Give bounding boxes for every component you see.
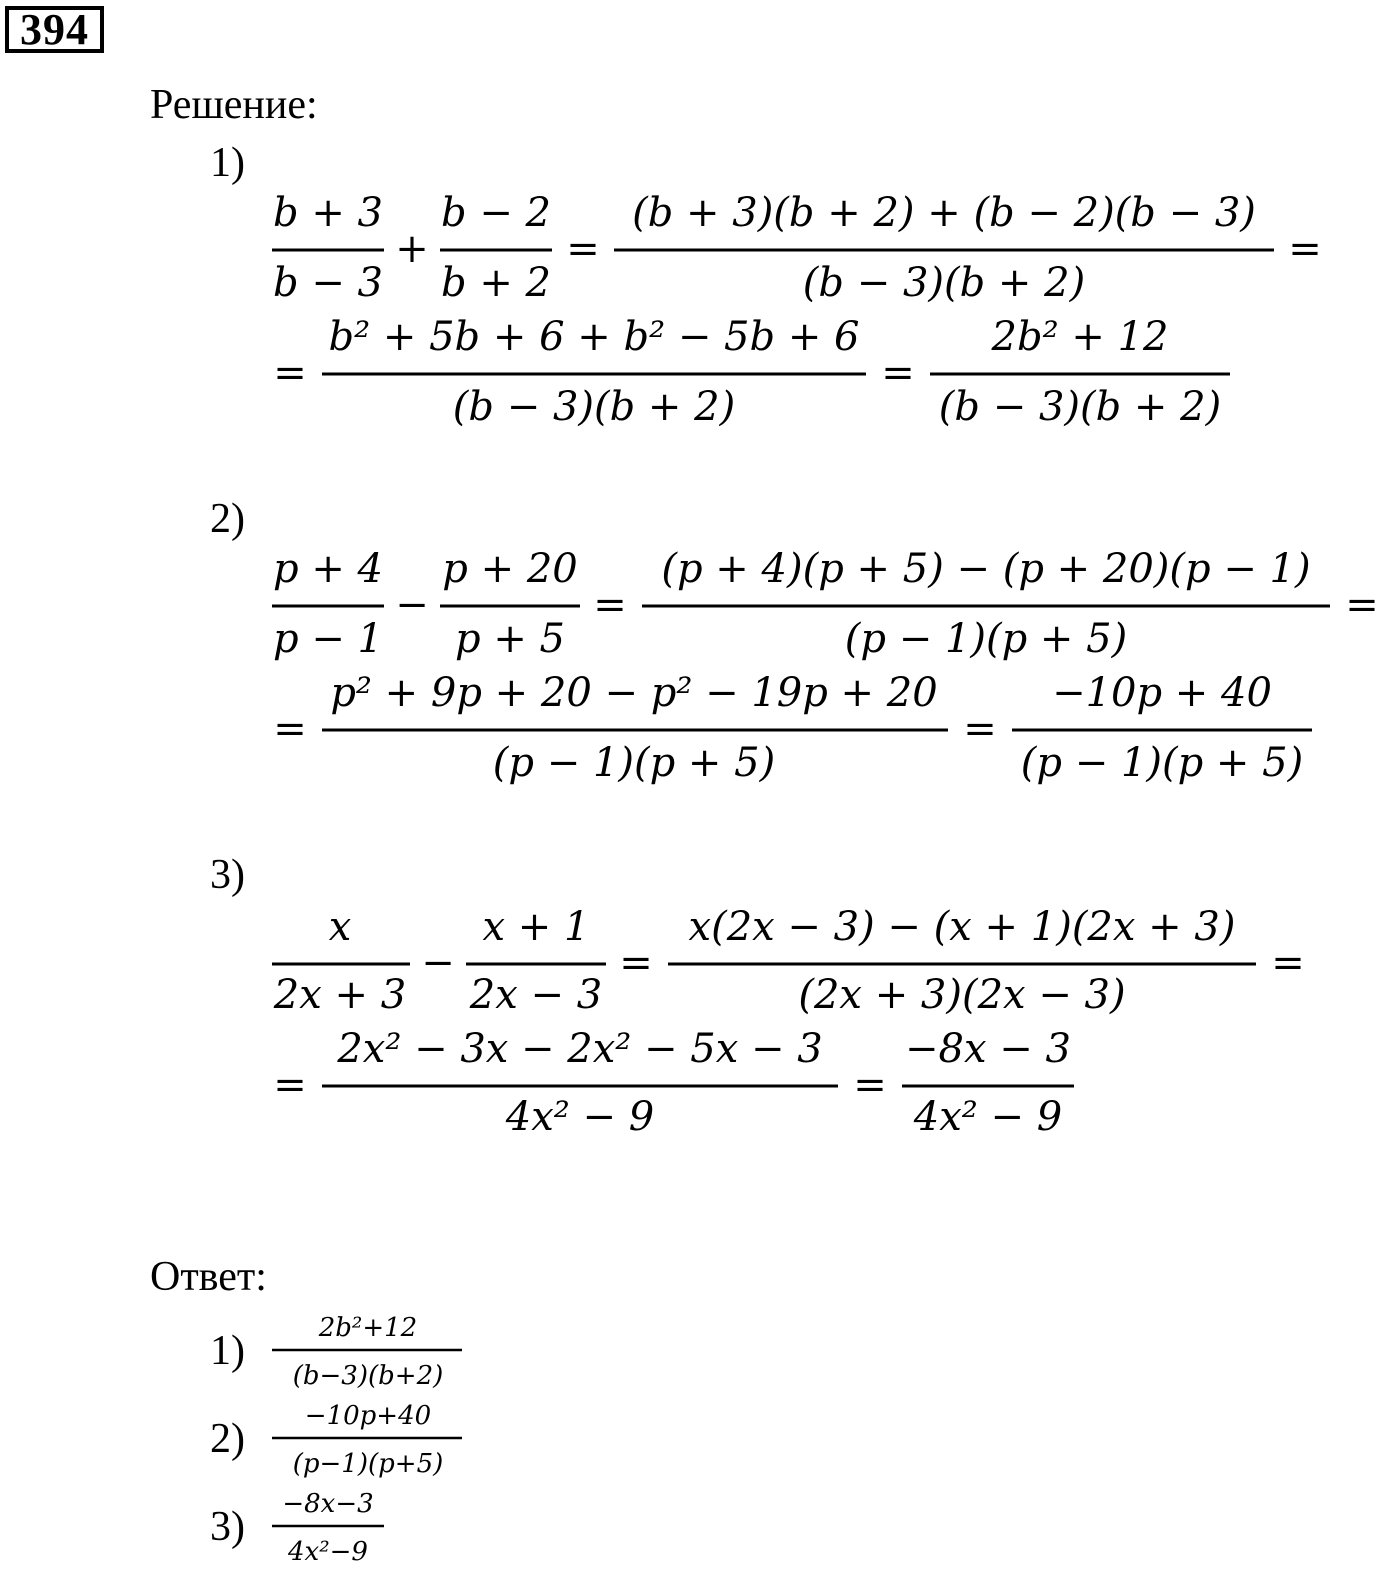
operator: − <box>421 940 455 986</box>
equals-sign: = <box>566 226 600 272</box>
fraction-denominator: 2x + 3 <box>273 972 407 1018</box>
operator: + <box>395 226 429 272</box>
solution-label: Решение: <box>150 82 318 128</box>
step-1-math <box>272 190 1322 430</box>
answers-math <box>272 1313 462 1567</box>
answer-1-label: 1) <box>210 1328 245 1374</box>
fraction-denominator: b + 2 <box>441 260 551 306</box>
answer-2-numerator: −10p+40 <box>304 1401 432 1431</box>
fraction-denominator: (2x + 3)(2x − 3) <box>798 972 1126 1018</box>
fraction-numerator: p + 20 <box>442 546 578 592</box>
step-3-math <box>272 904 1305 1140</box>
fraction-denominator: p − 1 <box>273 616 383 662</box>
fraction-numerator: b − 2 <box>441 190 551 236</box>
answer-3-numerator: −8x−3 <box>282 1489 374 1519</box>
answer-2-denominator: (p−1)(p+5) <box>292 1449 444 1479</box>
step-1-label: 1) <box>210 140 245 186</box>
equals-sign: = <box>1345 582 1379 628</box>
equals-sign: = <box>963 706 997 752</box>
step-3-label: 3) <box>210 852 245 898</box>
equals-sign: = <box>853 1062 887 1108</box>
answer-2-label: 2) <box>210 1416 245 1462</box>
fraction-denominator: 4x² − 9 <box>913 1094 1063 1140</box>
fraction-numerator: p + 4 <box>273 546 383 592</box>
fraction-numerator: b + 3 <box>273 190 383 236</box>
operator: − <box>395 582 429 628</box>
fraction-denominator: (p − 1)(p + 5) <box>844 616 1128 662</box>
fraction-numerator: x(2x − 3) − (x + 1)(2x + 3) <box>688 904 1236 950</box>
fraction-numerator: −8x − 3 <box>905 1026 1071 1072</box>
equals-sign: = <box>593 582 627 628</box>
equals-sign: = <box>619 940 653 986</box>
fraction-denominator: 4x² − 9 <box>505 1094 655 1140</box>
equals-sign: = <box>1288 226 1322 272</box>
step-2-math <box>272 546 1379 786</box>
equals-sign: = <box>881 350 915 396</box>
answer-label: Ответ: <box>150 1254 267 1300</box>
answer-1-denominator: (b−3)(b+2) <box>292 1361 444 1391</box>
fraction-numerator: (p + 4)(p + 5) − (p + 20)(p − 1) <box>661 546 1311 592</box>
equals-sign: = <box>273 350 307 396</box>
fraction-numerator: b² + 5b + 6 + b² − 5b + 6 <box>328 314 860 360</box>
fraction-numerator: −10p + 40 <box>1052 670 1272 716</box>
equals-sign: = <box>273 706 307 752</box>
fraction-denominator: (b − 3)(b + 2) <box>938 384 1222 430</box>
fraction-denominator: (b − 3)(b + 2) <box>452 384 736 430</box>
fraction-numerator: 2b² + 12 <box>991 314 1169 360</box>
fraction-denominator: p + 5 <box>455 616 565 662</box>
equals-sign: = <box>273 1062 307 1108</box>
fraction-numerator: 2x² − 3x − 2x² − 5x − 3 <box>337 1026 823 1072</box>
fraction-denominator: 2x − 3 <box>469 972 603 1018</box>
answer-3-denominator: 4x²−9 <box>288 1537 368 1567</box>
step-2-label: 2) <box>210 496 245 542</box>
equals-sign: = <box>1271 940 1305 986</box>
fraction-numerator: x + 1 <box>482 904 590 950</box>
answer-3-label: 3) <box>210 1504 245 1550</box>
fraction-numerator: p² + 9p + 20 − p² − 19p + 20 <box>330 670 938 716</box>
fraction-numerator: (b + 3)(b + 2) + (b − 2)(b − 3) <box>632 190 1256 236</box>
fraction-numerator: x <box>328 904 352 950</box>
answer-1-numerator: 2b²+12 <box>318 1313 418 1343</box>
fraction-denominator: b − 3 <box>273 260 383 306</box>
problem-number: 394 <box>5 6 104 53</box>
fraction-denominator: (p − 1)(p + 5) <box>492 740 776 786</box>
fraction-denominator: (b − 3)(b + 2) <box>802 260 1086 306</box>
fraction-denominator: (p − 1)(p + 5) <box>1020 740 1304 786</box>
